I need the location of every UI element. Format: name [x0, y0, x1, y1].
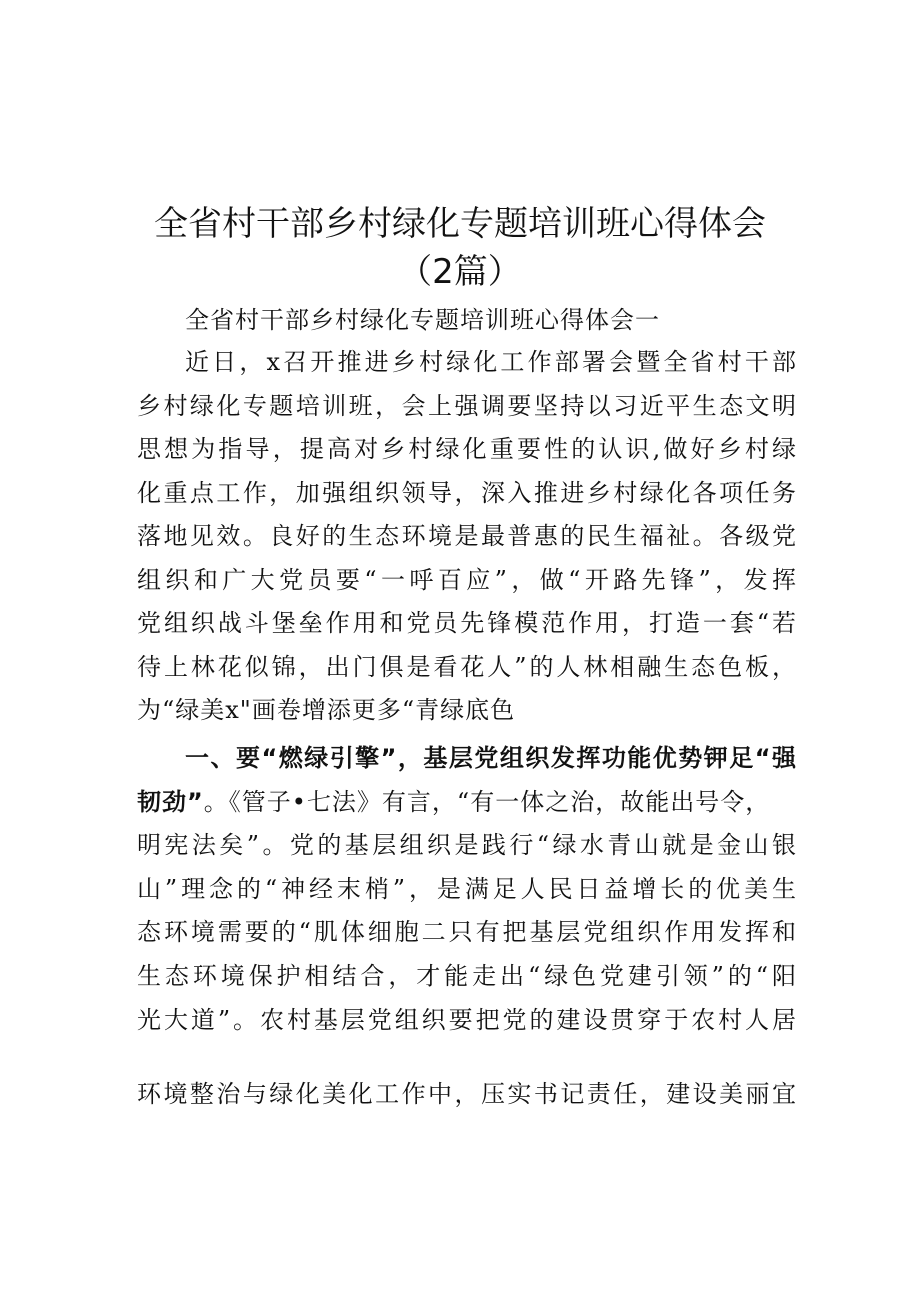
paragraph-line: 近日，x召开推进乡村绿化工作部署会暨全省村干部 — [185, 348, 797, 376]
paragraph-line: 思想为指导，提高对乡村绿化重要性的认识,做好乡村绿 — [137, 435, 797, 463]
paragraph-line: 化重点工作，加强组织领导，深入推进乡村绿化各项任务 — [137, 479, 797, 507]
paragraph-line: 光大道”。农村基层党组织要把党的建设贯穿于农村人居 — [137, 1006, 797, 1034]
paragraph-text: 。《管子•七法》有言，“有一体之治，故能出号令， — [203, 788, 771, 816]
paragraph-line: 乡村绿化专题培训班，会上强调要坚持以习近平生态文明 — [137, 392, 797, 420]
section-heading-continued: 韧劲” — [137, 788, 204, 816]
paragraph-line: 党组织战斗堡垒作用和党员先锋模范作用，打造一套“若 — [137, 609, 797, 637]
paragraph-line: 为“绿美x"画卷增添更多“青绿底色 — [137, 696, 516, 724]
paragraph-line: 明宪法矣”。党的基层组织是践行“绿水青山就是金山银 — [137, 831, 797, 859]
paragraph-line: 待上林花似锦，出门俱是看花人”的人林相融生态色板， — [137, 653, 797, 681]
paragraph-line: 落地见效。良好的生态环境是最普惠的民生福祉。各级党 — [137, 522, 797, 550]
paragraph-line: 环境整治与绿化美化工作中，压实书记责任，建设美丽宜 — [137, 1080, 797, 1108]
paragraph-line: 生态环境保护相结合，才能走出“绿色党建引领”的“阳 — [137, 962, 797, 990]
document-title: 全省村干部乡村绿化专题培训班心得体会 — [154, 204, 766, 244]
document-title-count: （2篇） — [398, 252, 522, 292]
paragraph-line: 组织和广大党员要“一呼百应”，做“开路先锋”，发挥 — [137, 566, 797, 594]
section-subtitle: 全省村干部乡村绿化专题培训班心得体会一 — [185, 306, 660, 334]
paragraph-line: 态环境需要的“肌体细胞二只有把基层党组织作用发挥和 — [137, 918, 797, 946]
paragraph-line: 山”理念的“神经末梢”，是满足人民日益增长的优美生 — [137, 875, 797, 903]
paragraph-line — [137, 786, 797, 818]
section-heading: 一、要“燃绿引擎”，基层党组织发挥功能优势钾足“强 — [185, 744, 797, 772]
